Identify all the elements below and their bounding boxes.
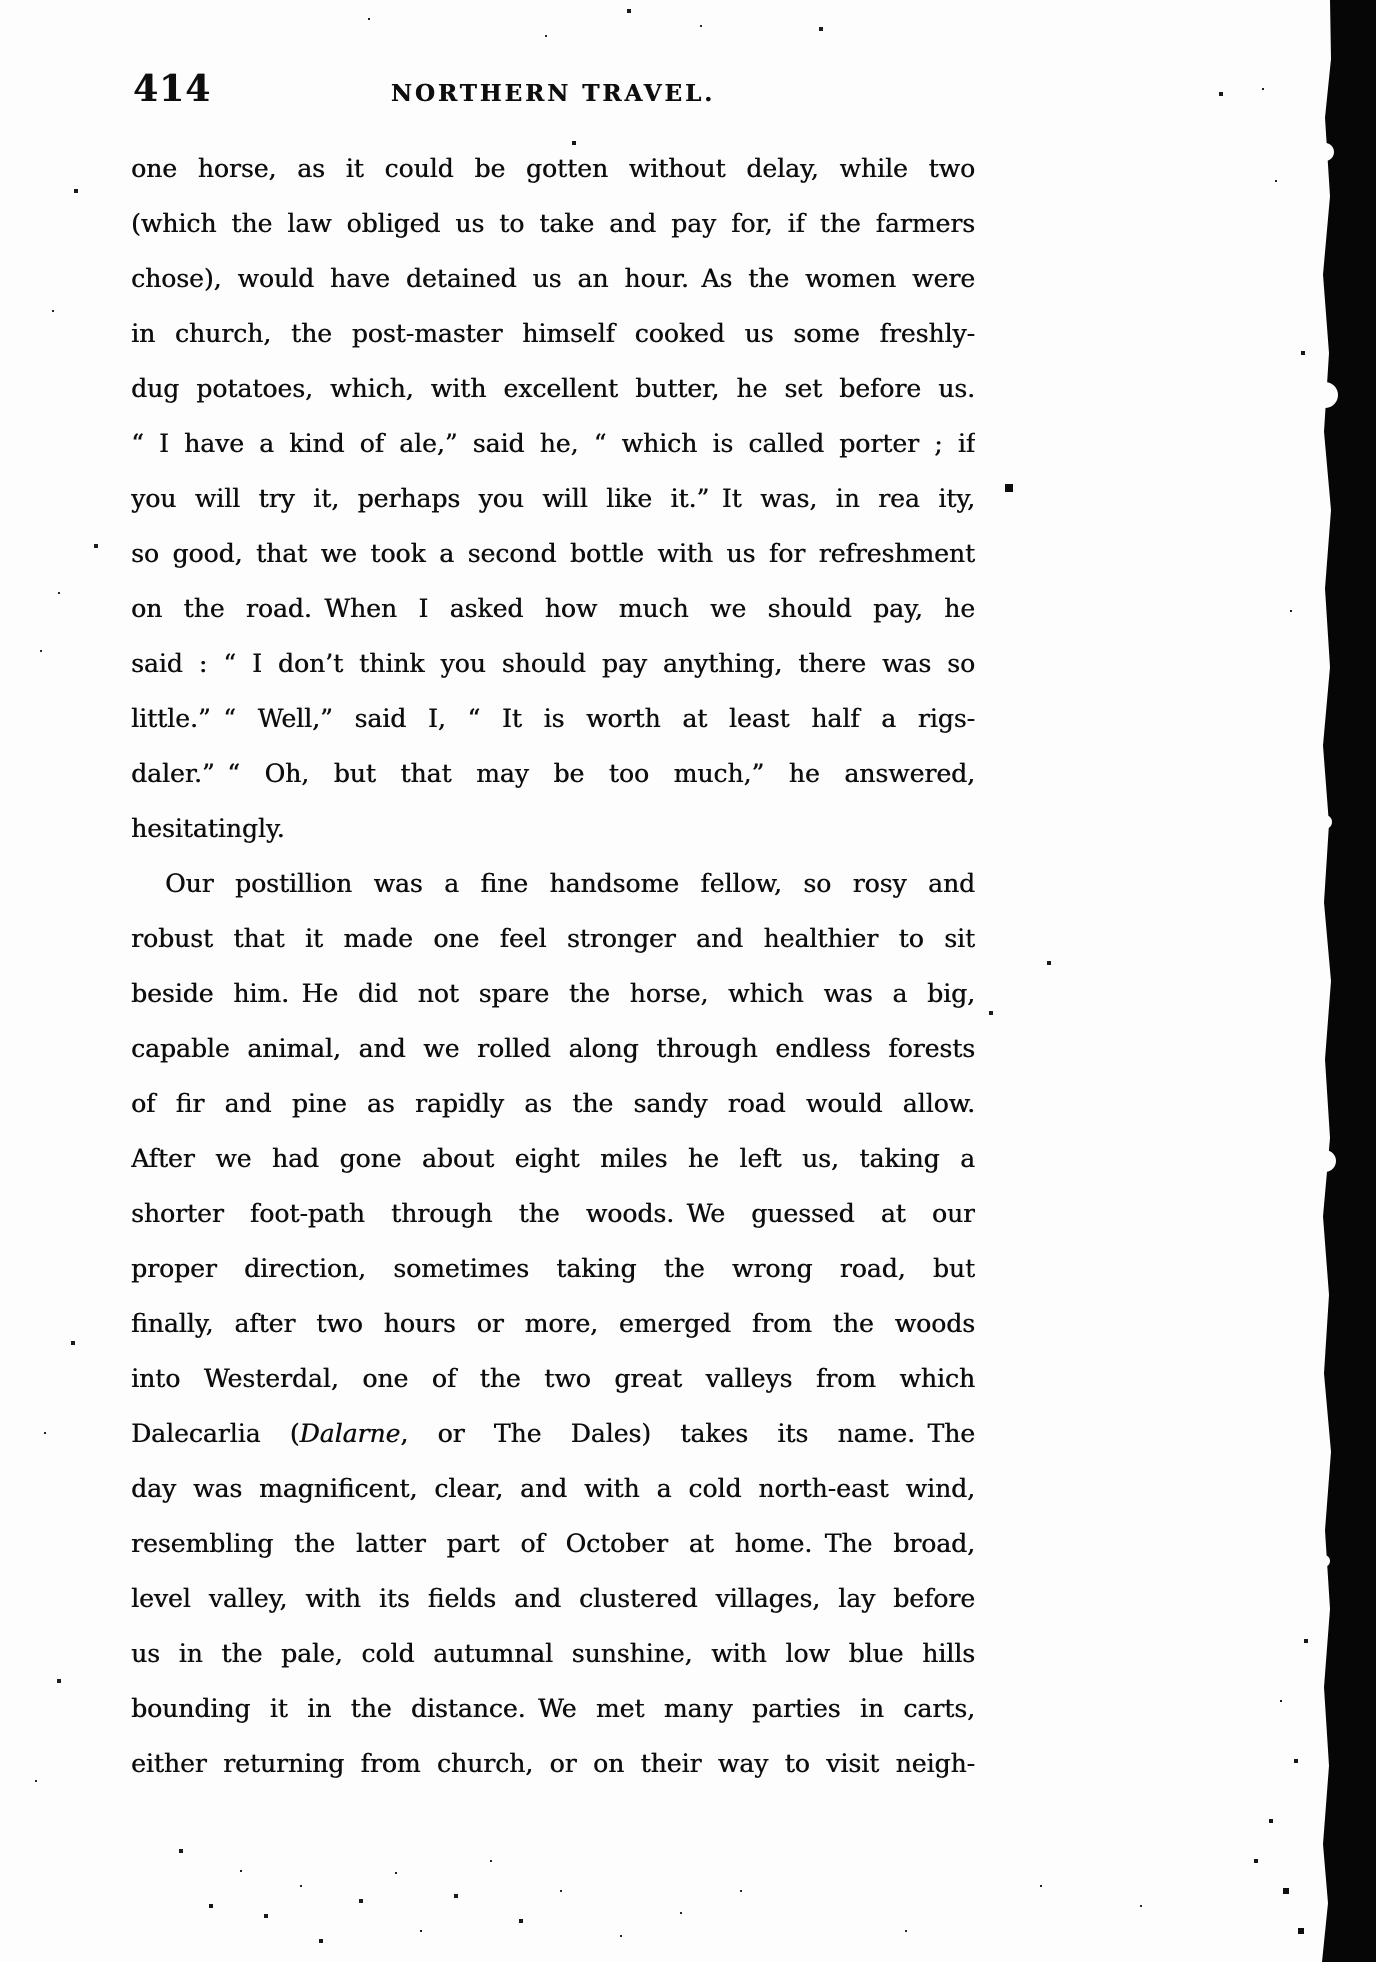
text-line: chose), would have detained us an hour. As the women were — [131, 264, 975, 293]
text-line: beside him. He did not spare the horse, which was a big, — [131, 979, 975, 1008]
page-number: 414 — [133, 68, 212, 110]
text-line: finally, after two hours or more, emerged from the woods — [131, 1309, 975, 1338]
text-line: us in the pale, cold autumnal sunshine, with low blue hills — [131, 1639, 975, 1668]
text-line — [131, 1406, 975, 1461]
text-line: of fir and pine as rapidly as the sandy road would allow. — [131, 1089, 975, 1118]
text-segment: Dalecarlia ( — [131, 1419, 300, 1448]
scan-gutter-shadow — [1320, 0, 1376, 1962]
text-line: you will try it, perhaps you will like it.” It was, in rea ity, — [131, 484, 975, 513]
text-line: into Westerdal, one of the two great valleys from which — [131, 1364, 975, 1393]
text-line: proper direction, sometimes taking the wrong road, but — [131, 1254, 975, 1283]
text-line: Our postillion was a fine handsome fellow, so rosy and — [165, 869, 975, 898]
text-line: bounding it in the distance. We met many parties in carts, — [131, 1694, 975, 1723]
gutter-notch — [1312, 382, 1338, 408]
text-line: robust that it made one feel stronger and healthier to sit — [131, 924, 975, 953]
text-line: After we had gone about eight miles he left us, taking a — [131, 1144, 975, 1173]
scan-noise-specks — [0, 0, 2, 2]
page-body-text — [131, 141, 975, 1791]
text-line: said : “ I don’t think you should pay anything, there was so — [131, 649, 975, 678]
running-header-title: NORTHERN TRAVEL. — [390, 80, 716, 107]
text-line: resembling the latter part of October at home. The broad, — [131, 1529, 975, 1558]
text-line: one horse, as it could be gotten without delay, while two — [131, 154, 975, 183]
text-line: shorter foot-path through the woods. We guessed at our — [131, 1199, 975, 1228]
text-line: “ I have a kind of ale,” said he, “ which is called porter ; if — [131, 429, 975, 458]
text-line: little.” “ Well,” said I, “ It is worth at least half a rigs- — [131, 704, 975, 733]
text-line: in church, the post-master himself cooked us some freshly- — [131, 319, 975, 348]
text-line: day was magnificent, clear, and with a cold north-east wind, — [131, 1474, 975, 1503]
text-line: either returning from church, or on their way to visit neigh- — [131, 1749, 975, 1778]
text-line: dug potatoes, which, with excellent butter, he set before us. — [131, 374, 975, 403]
italic-text-segment: Dalarne — [299, 1419, 401, 1448]
text-line: level valley, with its fields and clustered villages, lay before — [131, 1584, 975, 1613]
gutter-notch — [1316, 143, 1334, 161]
gutter-notch — [1318, 1555, 1330, 1567]
text-line: (which the law obliged us to take and pay for, if the farmers — [131, 209, 975, 238]
text-line: on the road. When I asked how much we should pay, he — [131, 594, 975, 623]
text-segment: , or The Dales) takes its name. The — [400, 1419, 975, 1448]
gutter-notch — [1314, 1150, 1336, 1172]
text-line: capable animal, and we rolled along through endless forests — [131, 1034, 975, 1063]
gutter-notch — [1318, 815, 1332, 829]
text-line: so good, that we took a second bottle with us for refreshment — [131, 539, 975, 568]
text-line: hesitatingly. — [131, 814, 285, 843]
text-line: daler.” “ Oh, but that may be too much,” he answered, — [131, 759, 975, 788]
